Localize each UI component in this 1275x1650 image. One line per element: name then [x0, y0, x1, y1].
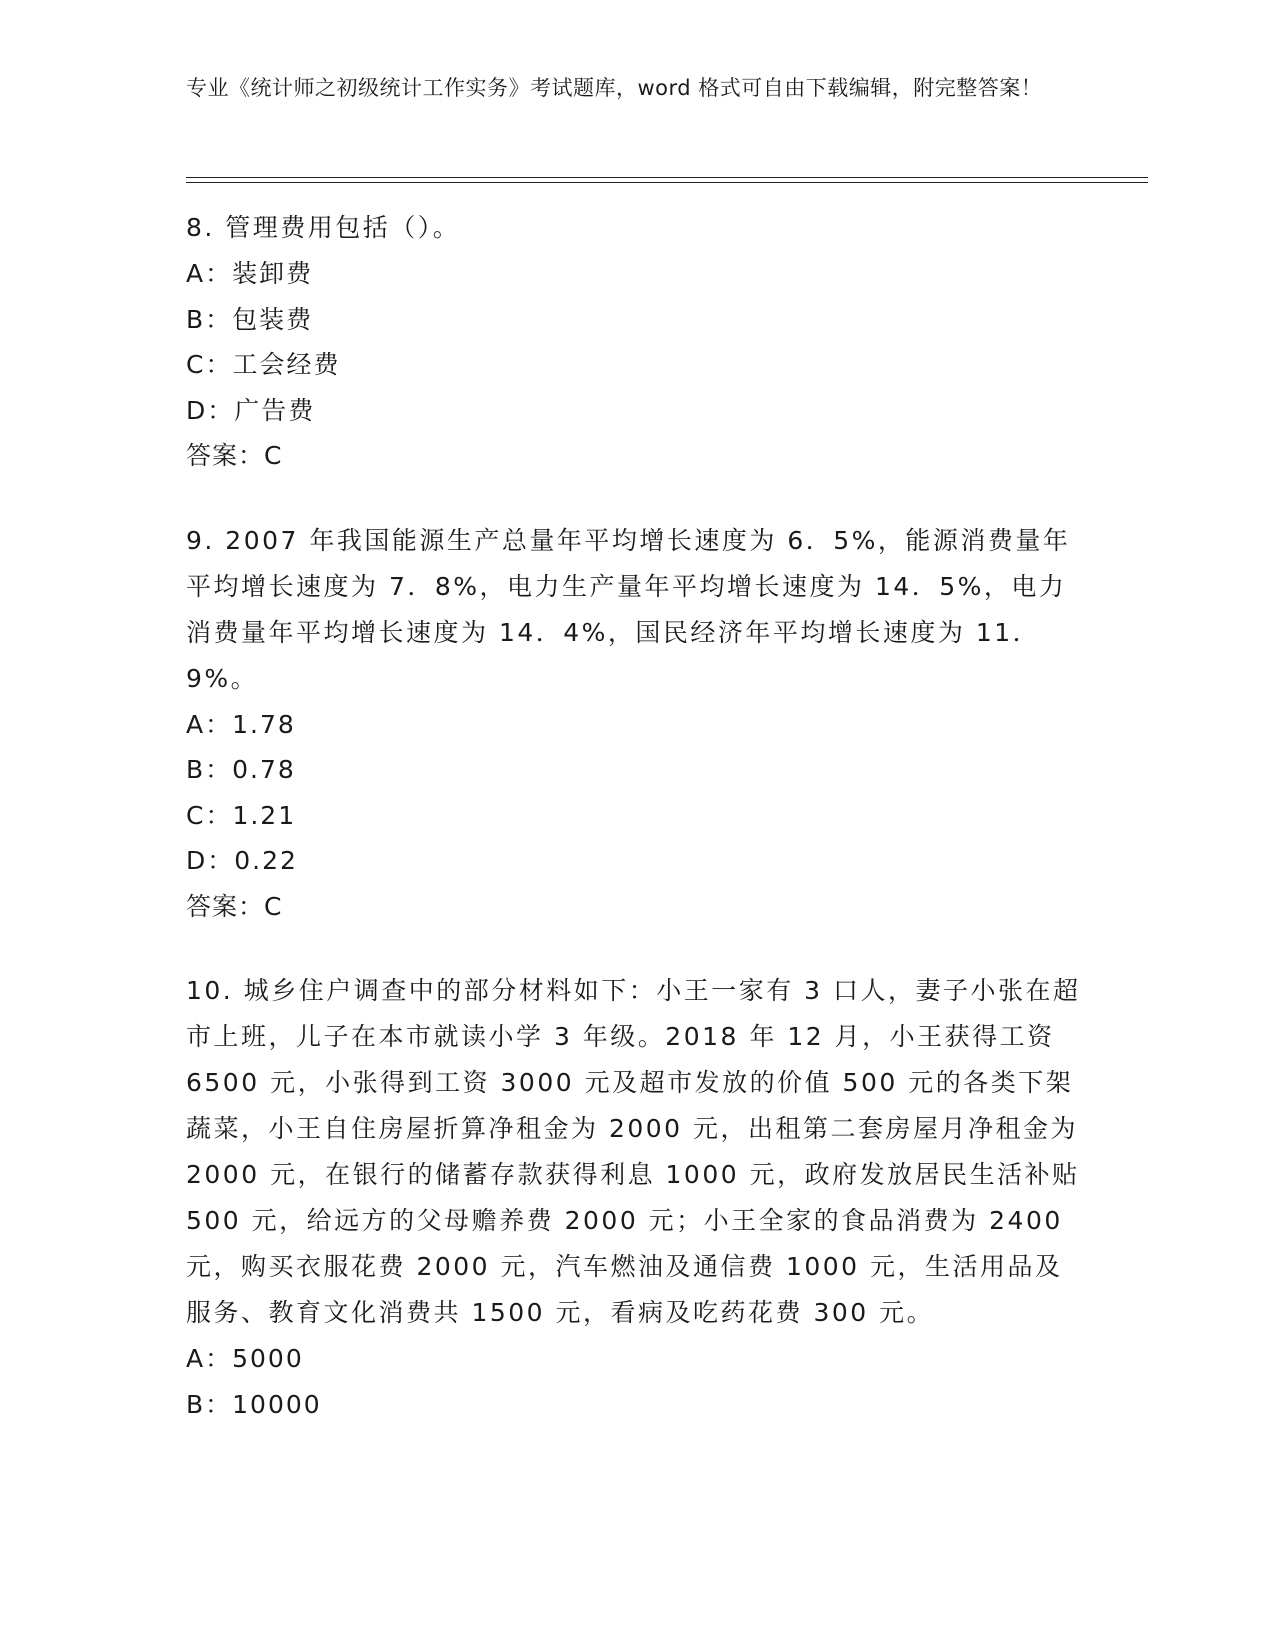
- answer-line: 答案：C: [186, 891, 283, 921]
- option-c: C：1.21: [186, 800, 297, 830]
- answer-line: 答案：C: [186, 441, 283, 470]
- option-a: A：装卸费: [186, 259, 314, 288]
- question-8: [186, 205, 1086, 479]
- option-c: C：工会经费: [186, 350, 341, 379]
- document-header: 专业《统计师之初级统计工作实务》考试题库，word 格式可自由下载编辑，附完整答案！: [186, 76, 1043, 100]
- question-10: [186, 968, 1086, 1427]
- option-d: D：广告费: [186, 395, 316, 425]
- question-list: [186, 205, 1086, 1466]
- header-rule-top: [186, 177, 1148, 178]
- question-9: [186, 518, 1086, 930]
- question-stem: 8. 管理费用包括（）。: [186, 213, 461, 242]
- option-b: B：0.78: [186, 755, 296, 784]
- header-rule-bottom: [186, 182, 1148, 183]
- option-a: A：5000: [186, 1344, 304, 1373]
- question-stem: 10. 城乡住户调查中的部分材料如下：小王一家有 3 口人，妻子小张在超市上班，儿子在本市就读小学 3 年级。2018 年 12 月，小王获得工资 6500 元，小张得到工资 3000 元及超市发放的价值 500 元的各类下架蔬菜，小王自住房屋折算净租金为 2000 元，出租第二套房屋月净租金为 2000 元，在银行的储蓄存款获得利息 1000 元，政府发放居民生活补贴 500 元，给远方的父母赡养费 2000 元；小王全家的食品消费为 2400 元，购买衣服花费 2000 元，汽车燃油及通信费 1000 元，生活用品及服务、教育文化消费共 1500 元，看病及吃药花费 300 元。: [186, 976, 1081, 1327]
- option-a: A：1.78: [186, 709, 296, 739]
- option-d: D：0.22: [186, 846, 298, 875]
- option-b: B：包装费: [186, 304, 314, 334]
- question-stem: 9. 2007 年我国能源生产总量年平均增长速度为 6．5%，能源消费量年平均增长速度为 7．8%，电力生产量年平均增长速度为 14．5%，电力消费量年平均增长速度为 14．4%，国民经济年平均增长速度为 11．9%。: [186, 525, 1071, 693]
- option-b: B：10000: [186, 1389, 322, 1419]
